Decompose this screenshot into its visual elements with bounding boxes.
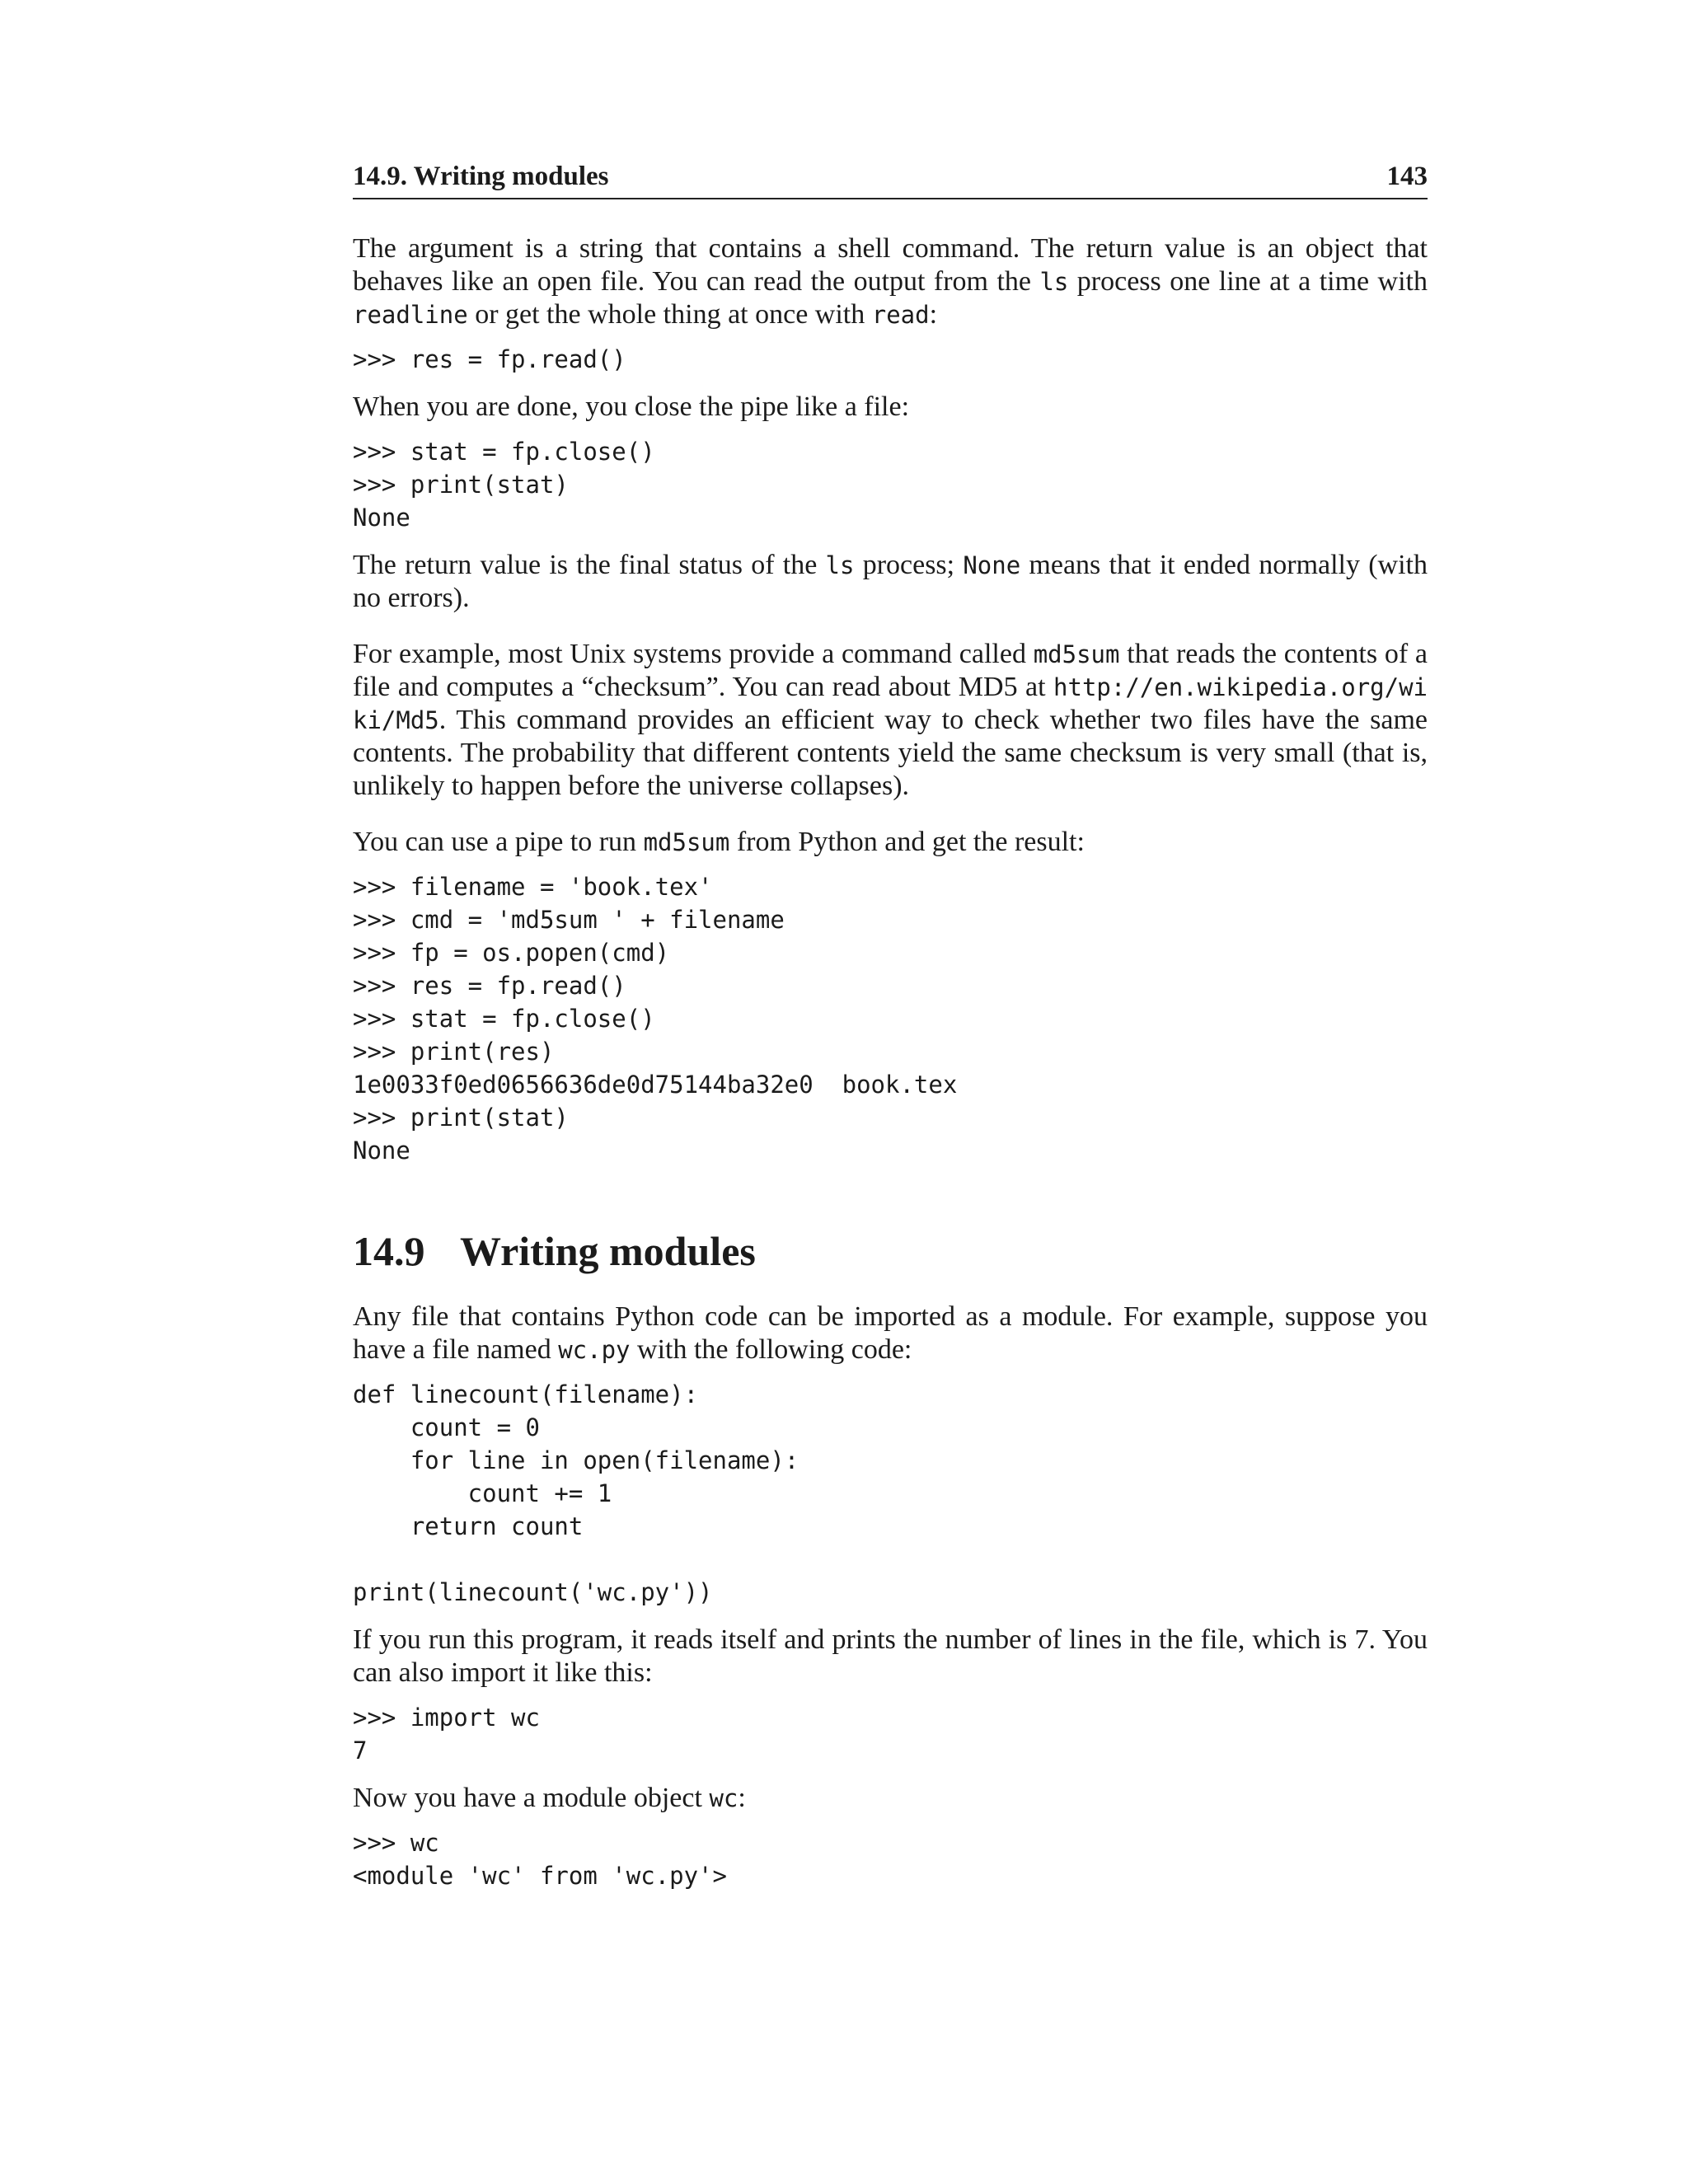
paragraph-run-program: If you run this program, it reads itself and prints the number of lines in the file, which is 7. You can also import it like this: — [353, 1624, 1428, 1688]
code-block-wc-object: >>> wc <module 'wc' from 'wc.py'> — [353, 1829, 727, 1890]
text-span: : — [738, 1783, 746, 1813]
section-number: 14.9 — [353, 1228, 425, 1274]
code-block-read: >>> res = fp.read() — [353, 345, 626, 373]
text-span: The return value is the final status of the — [353, 550, 826, 580]
code-block-import-wc: >>> import wc 7 — [353, 1704, 540, 1765]
inline-code: md5sum — [1033, 640, 1120, 668]
running-header — [353, 162, 1428, 199]
text-span: The argument is a string that contains a shell command. The return value is an object that behaves like an open file. You can read the output from the — [353, 233, 1428, 297]
inline-code: wc — [709, 1784, 738, 1812]
text-span: For example, most Unix systems provide a command called — [353, 639, 1034, 669]
page-number: 143 — [1386, 162, 1428, 191]
inline-code: read — [871, 301, 930, 329]
inline-code: None — [963, 551, 1021, 579]
paragraph-final-status — [353, 549, 1428, 615]
text-span: : — [929, 299, 938, 330]
text-span: Now you have a module object — [353, 1783, 710, 1813]
inline-code: readline — [353, 301, 468, 329]
paragraph-md5sum — [353, 638, 1428, 803]
md5-link[interactable]: http://en.wikipedia.org/wiki/Md5 — [353, 673, 1428, 734]
text-span: from Python and get the result: — [729, 827, 1085, 857]
text-span: process one line at a time with — [1068, 266, 1428, 297]
section-heading — [353, 1226, 1428, 1276]
text-span: Any file that contains Python code can be imported as a module. For example, suppose you have a file named — [353, 1301, 1428, 1365]
inline-code: md5sum — [643, 828, 730, 856]
code-block-close: >>> stat = fp.close() >>> print(stat) None — [353, 438, 655, 532]
paragraph-close-pipe: When you are done, you close the pipe like a file: — [353, 391, 910, 422]
inline-code: wc.py — [558, 1336, 631, 1364]
inline-code: ls — [825, 551, 855, 579]
paragraph-popen-return — [353, 232, 1428, 331]
text-span: or get the whole thing at once with — [467, 299, 872, 330]
section-title: Writing modules — [460, 1228, 756, 1274]
text-span: You can use a pipe to run — [353, 827, 644, 857]
code-block-wc-py: def linecount(filename): count = 0 for line in open(filename): count += 1 return count print(linecount('wc.py')) — [353, 1380, 799, 1606]
code-block-md5sum: >>> filename = 'book.tex' >>> cmd = 'md5sum ' + filename >>> fp = os.popen(cmd) >>> res = fp.read() >>> stat = fp.close() >>> print(res) 1e0033f0ed0656636de0d75144ba32e0 book.tex >>> print(stat) None — [353, 873, 958, 1165]
paragraph-pipe-md5sum — [353, 826, 1428, 859]
text-span: process; — [854, 550, 964, 580]
text-span: that reads the contents of a file and computes a “checksum”. You can read about MD5 at — [353, 639, 1428, 702]
text-span: means that it ended normally (with no errors). — [353, 550, 1428, 613]
text-span: . This command provides an efficient way to check whether two files have the same contents. The probability that different contents yield the same checksum is very small (that is, unlikely to happen before the universe collapses). — [353, 705, 1428, 801]
page-body — [353, 232, 1428, 1907]
paragraph-module-object — [353, 1782, 1428, 1815]
inline-code: ls — [1039, 268, 1069, 296]
text-span: with the following code: — [630, 1334, 912, 1365]
paragraph-module-import — [353, 1301, 1428, 1366]
header-title: 14.9. Writing modules — [353, 162, 609, 191]
